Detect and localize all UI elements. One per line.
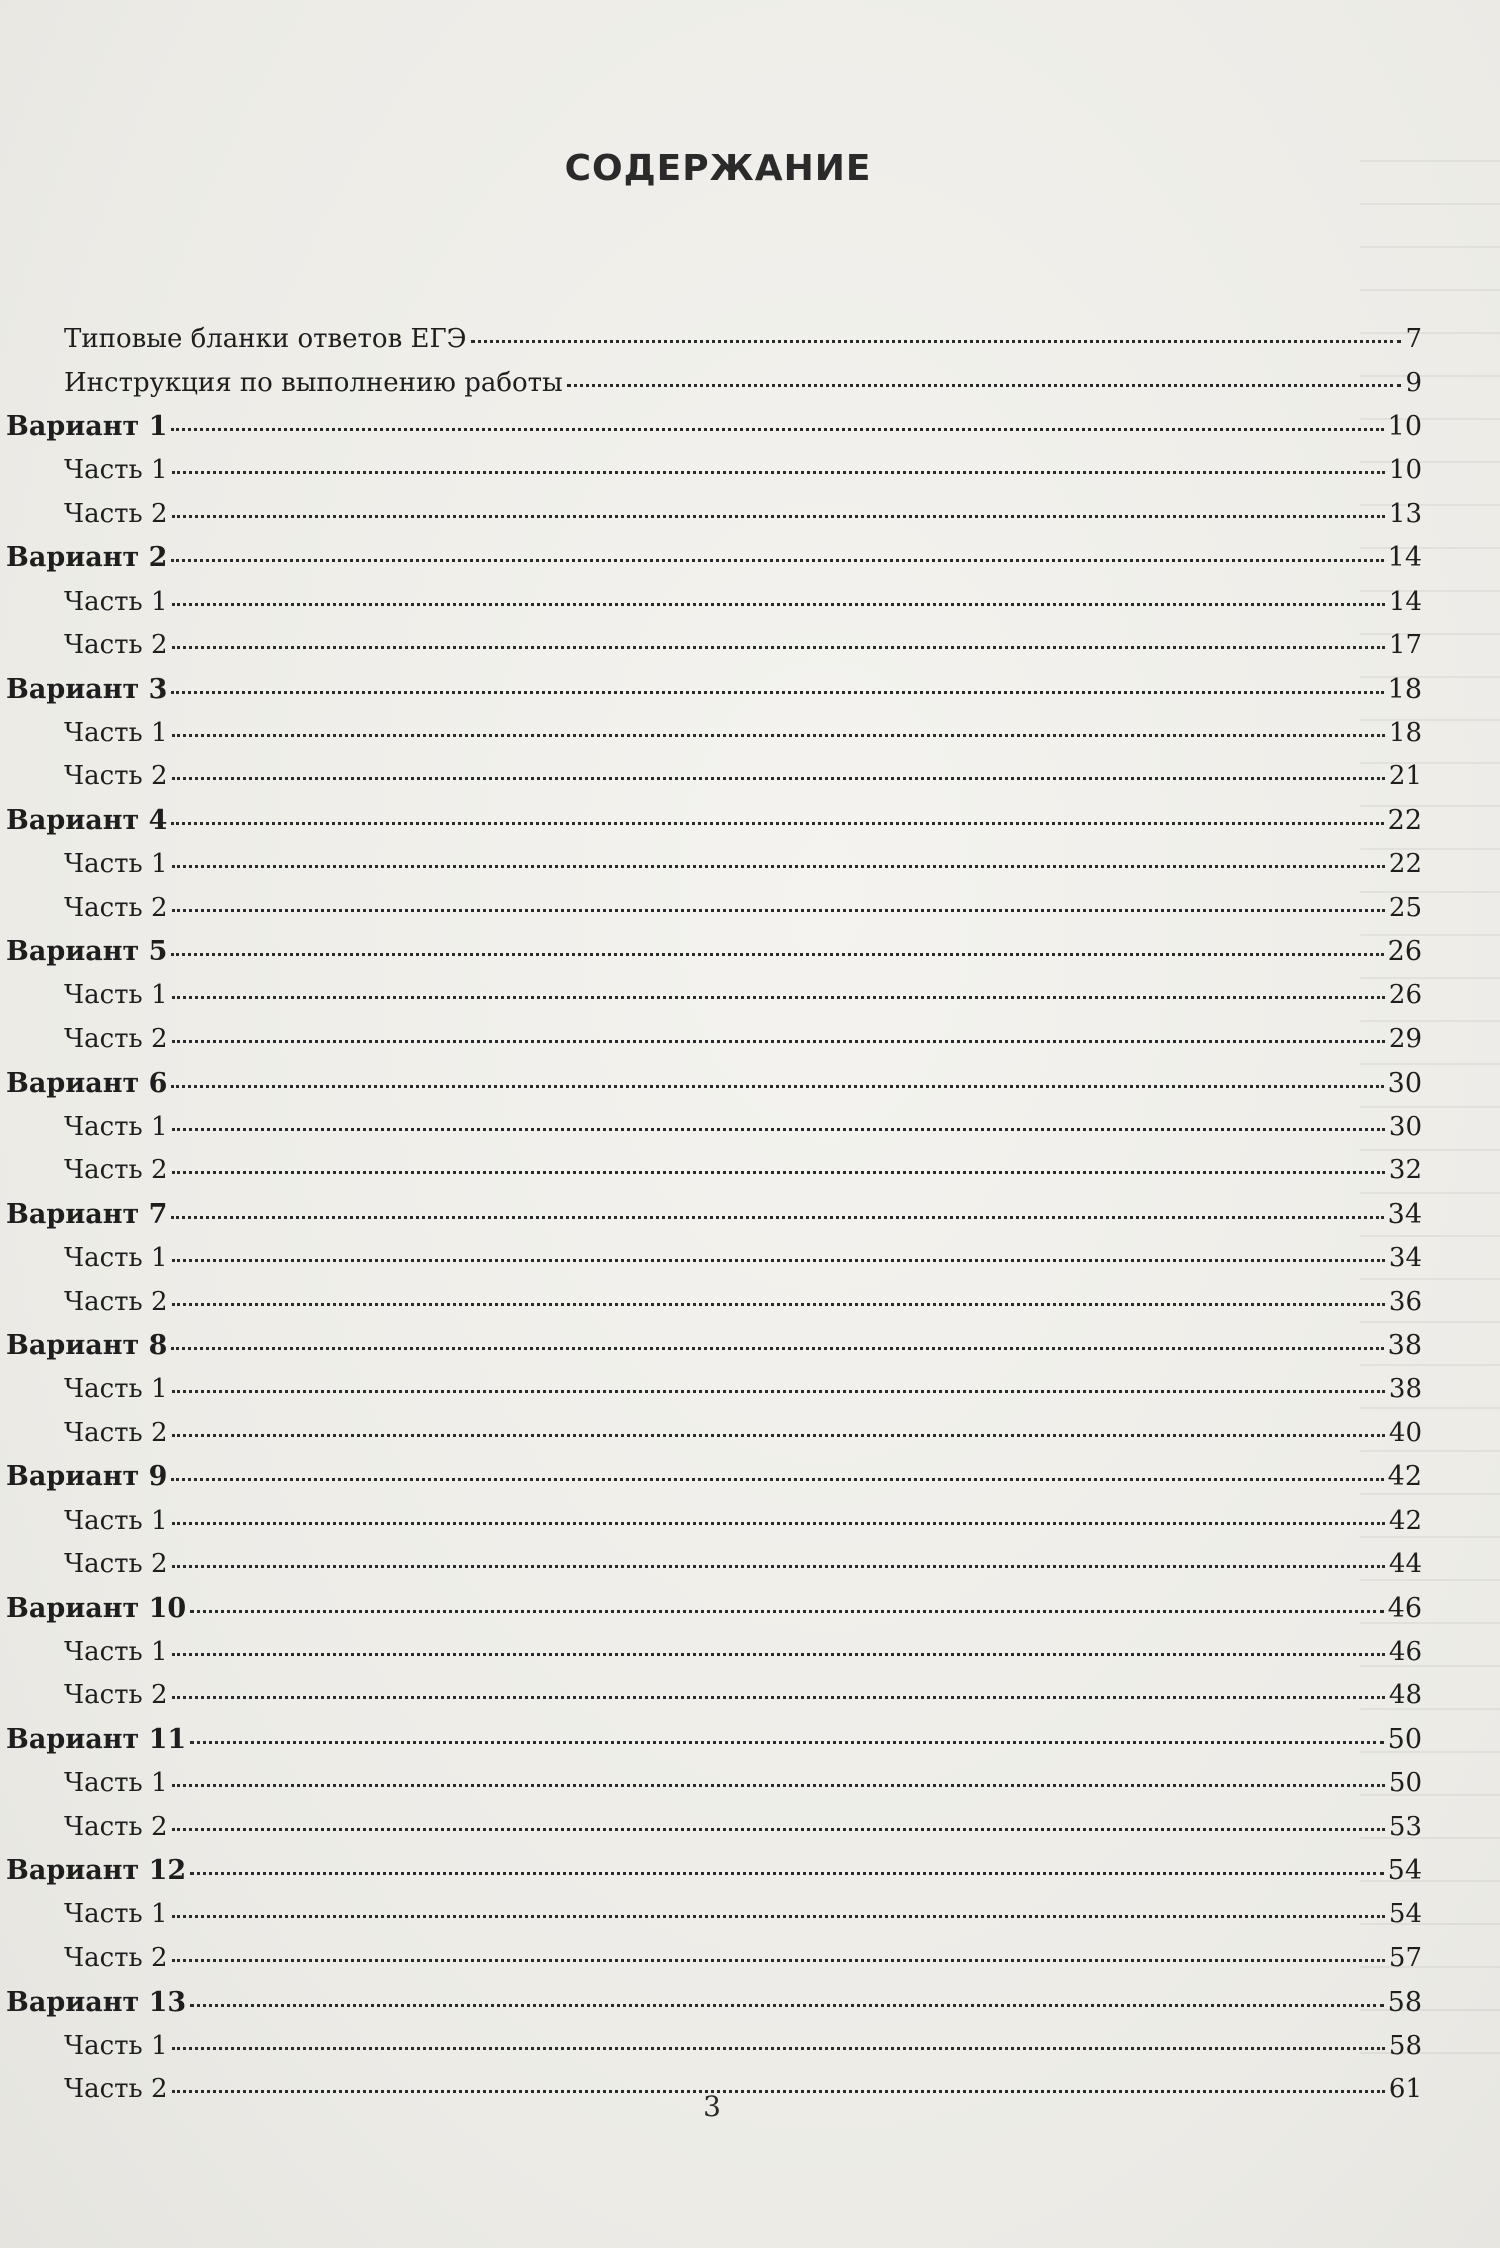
toc-entry-page: 54 [1387,1855,1422,1887]
dot-leader [567,383,1402,387]
toc-entry-page: 14 [1387,542,1422,574]
dot-leader [172,864,1385,868]
toc-entry-page: 53 [1388,1811,1422,1842]
toc-variant-entry [6,1062,1422,1106]
toc-entry-label: Вариант 1 [6,411,168,443]
toc-entry-label: Часть 2 [64,892,168,923]
toc-entry-label: Часть 1 [64,455,168,486]
toc-sub-entry [6,1631,1422,1675]
toc-variant-entry [6,930,1422,974]
toc-sub-entry [6,1149,1422,1193]
toc-sub-entry [6,1106,1422,1150]
dot-leader [171,1084,1383,1088]
toc-entry-label: Часть 1 [64,849,168,880]
toc-sub-entry [6,1937,1422,1981]
toc-entry-label: Вариант 12 [6,1855,187,1887]
toc-sub-entry [6,1893,1422,1937]
toc-variant-entry [6,1193,1422,1237]
toc-entry-page: 57 [1388,1942,1422,1973]
toc-sub-entry [6,318,1422,362]
dot-leader [172,1389,1385,1393]
toc-entry-label: Часть 1 [64,1505,168,1536]
toc-entry-page: 46 [1387,1592,1422,1624]
toc-entry-page: 42 [1388,1505,1422,1536]
toc-entry-page: 29 [1388,1024,1422,1054]
toc-entry-page: 48 [1388,1680,1422,1711]
dot-leader [171,558,1383,562]
toc-sub-entry [6,2025,1422,2069]
toc-entry-label: Часть 2 [64,2074,168,2105]
toc-entry-label: Часть 1 [64,1374,168,1405]
dot-leader [171,952,1383,956]
toc-entry-page: 50 [1388,1768,1422,1799]
dot-leader [172,1652,1385,1656]
dot-leader [190,2003,1383,2007]
toc-sub-entry [6,493,1422,537]
toc-entry-page: 32 [1388,1155,1422,1186]
toc-entry-page: 18 [1387,673,1422,705]
toc-entry-label: Инструкция по выполнению работы [64,367,563,398]
toc-entry-page: 25 [1388,892,1422,923]
toc-sub-entry [6,449,1422,493]
toc-entry-page: 18 [1388,717,1422,748]
dot-leader [172,1783,1385,1787]
toc-entry-label: Часть 2 [64,1155,168,1186]
toc-sub-entry [6,887,1422,931]
toc-entry-page: 7 [1405,324,1422,354]
toc-variant-entry [6,1455,1422,1499]
dot-leader [172,645,1385,649]
toc-entry-page: 22 [1388,849,1422,880]
toc-entry-label: Часть 2 [64,1286,168,1317]
dot-leader [171,1346,1383,1350]
toc-entry-page: 26 [1388,980,1422,1011]
toc-entry-label: Часть 1 [64,717,168,748]
toc-variant-entry [6,1981,1422,2025]
toc-sub-entry [6,1806,1422,1850]
toc-entry-label: Часть 1 [64,1111,168,1142]
toc-entry-label: Вариант 11 [6,1724,187,1755]
toc-sub-entry [6,581,1422,625]
toc-sub-entry [6,1281,1422,1325]
toc-variant-entry [6,405,1422,449]
toc-sub-entry [6,1412,1422,1456]
toc-entry-label: Вариант 13 [6,1986,187,2018]
toc-entry-page: 14 [1388,586,1422,617]
toc-entry-page: 30 [1387,1067,1422,1099]
toc-entry-label: Вариант 8 [6,1330,168,1362]
dot-leader [172,1433,1385,1437]
toc-entry-label: Вариант 9 [6,1461,168,1493]
toc-entry-page: 34 [1387,1198,1422,1230]
toc-entry-label: Часть 2 [64,1942,168,1973]
toc-entry-label: Часть 1 [64,1768,168,1799]
dot-leader [172,776,1385,780]
toc-entry-page: 38 [1388,1374,1422,1405]
toc-entry-label: Часть 2 [64,1811,168,1842]
toc-entry-page: 44 [1388,1549,1422,1580]
toc-sub-entry [6,1762,1422,1806]
dot-leader [190,1609,1383,1613]
toc-entry-label: Часть 2 [64,498,168,529]
toc-entry-page: 58 [1387,1986,1422,2018]
dot-leader [172,1695,1385,1699]
toc-entry-page: 36 [1388,1286,1422,1317]
toc-variant-entry [6,1587,1422,1631]
toc-entry-page: 30 [1388,1111,1422,1142]
toc-entry-page: 61 [1388,2074,1422,2105]
dot-leader [172,1914,1385,1918]
toc-entry-label: Часть 2 [64,1417,168,1448]
dot-leader [172,1258,1385,1262]
toc-entry-label: Часть 1 [64,1242,168,1273]
toc-entry-page: 54 [1388,1899,1422,1930]
toc-sub-entry [6,1237,1422,1281]
toc-sub-entry [6,1500,1422,1544]
toc-sub-entry [6,843,1422,887]
dot-leader [172,1039,1385,1043]
dot-leader [171,1477,1383,1481]
toc-entry-label: Вариант 3 [6,673,168,705]
toc-entry-label: Типовые бланки ответов ЕГЭ [64,324,467,354]
toc-variant-entry [6,1324,1422,1368]
dot-leader [171,1215,1383,1219]
dot-leader [172,1827,1385,1831]
dot-leader [172,602,1385,606]
dot-leader [190,1740,1383,1744]
toc-variant-entry [6,799,1422,843]
page-title: СОДЕРЖАНИЕ [564,148,872,189]
toc-entry-page: 26 [1387,936,1422,968]
toc-entry-label: Часть 1 [64,980,168,1011]
toc-entry-page: 21 [1388,761,1422,792]
toc-entry-label: Вариант 6 [6,1067,168,1099]
toc-sub-entry [6,1543,1422,1587]
dot-leader [172,2046,1385,2050]
dot-leader [172,995,1385,999]
toc-entry-label: Часть 1 [64,1636,168,1667]
toc-entry-label: Вариант 7 [6,1198,168,1230]
toc-entry-page: 34 [1388,1242,1422,1273]
toc-entry-page: 50 [1387,1724,1422,1755]
toc-entry-page: 46 [1388,1636,1422,1667]
dot-leader [172,1127,1385,1131]
toc-entry-page: 40 [1388,1417,1422,1448]
toc-sub-entry [6,1674,1422,1718]
toc-entry-page: 17 [1388,630,1422,661]
dot-leader [172,1958,1385,1962]
toc-entry-label: Часть 2 [64,761,168,792]
dot-leader [171,821,1383,825]
dot-leader [172,908,1385,912]
toc-entry-page: 38 [1387,1330,1422,1362]
toc-entry-label: Часть 2 [64,1024,168,1054]
toc-entry-label: Часть 1 [64,1899,168,1930]
dot-leader [171,690,1383,694]
toc-variant-entry [6,536,1422,580]
dot-leader [172,514,1385,518]
toc-variant-entry [6,1718,1422,1762]
toc-entry-label: Вариант 10 [6,1592,187,1624]
toc-entry-label: Часть 2 [64,1549,168,1580]
dot-leader [190,1871,1383,1875]
toc-sub-entry [6,624,1422,668]
dot-leader [172,1302,1385,1306]
toc-sub-entry [6,755,1422,799]
toc-entry-page: 9 [1405,367,1422,398]
dot-leader [172,1521,1385,1525]
toc-entry-page: 13 [1388,498,1422,529]
toc-variant-entry [6,668,1422,712]
toc-sub-entry [6,974,1422,1018]
toc-entry-label: Вариант 2 [6,542,168,574]
toc-variant-entry [6,1849,1422,1893]
toc-entry-label: Часть 1 [64,586,168,617]
page-number: 3 [703,2090,721,2123]
toc-entry-label: Часть 1 [64,2030,168,2061]
table-of-contents [6,318,1422,2112]
toc-entry-page: 42 [1387,1461,1422,1493]
toc-sub-entry [6,1368,1422,1412]
dot-leader [471,339,1402,343]
toc-entry-label: Часть 2 [64,1680,168,1711]
toc-entry-label: Вариант 5 [6,936,168,968]
toc-entry-page: 10 [1387,411,1422,443]
dot-leader [172,1564,1385,1568]
toc-sub-entry [6,1018,1422,1062]
toc-entry-page: 22 [1387,805,1422,837]
dot-leader [172,1170,1385,1174]
toc-sub-entry [6,362,1422,406]
toc-entry-page: 58 [1388,2030,1422,2061]
toc-entry-label: Вариант 4 [6,805,168,837]
dot-leader [172,733,1385,737]
toc-sub-entry [6,712,1422,756]
toc-entry-label: Часть 2 [64,630,168,661]
dot-leader [171,427,1383,431]
toc-entry-page: 10 [1388,455,1422,486]
dot-leader [172,470,1385,474]
